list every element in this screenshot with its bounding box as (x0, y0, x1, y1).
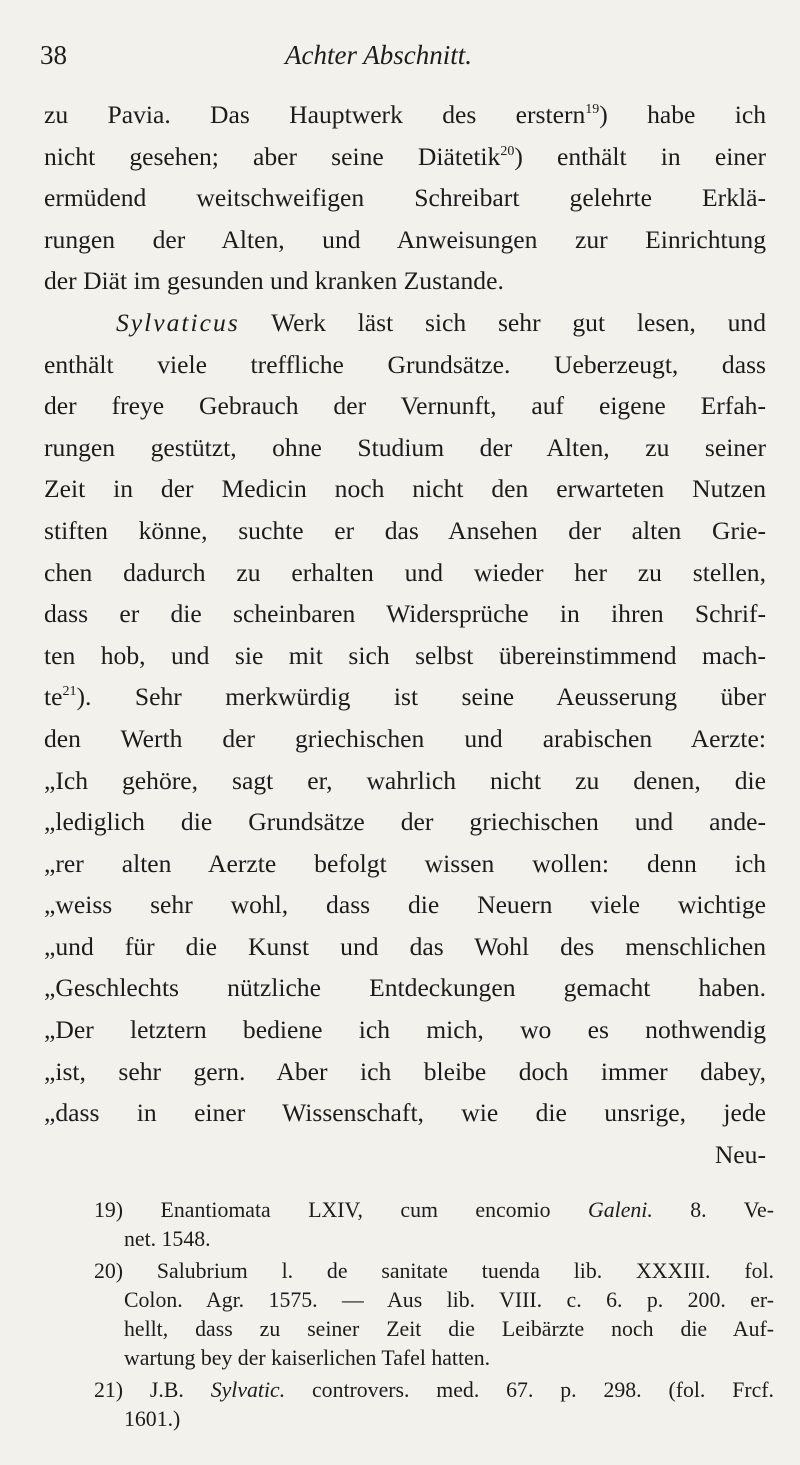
quote-line: „dass in einer Wissenschaft, wie die unsrige, jede (44, 1098, 766, 1128)
footnote-ref-21: 21 (62, 684, 77, 700)
text-line: rungen der Alten, und Anweisungen zur Einrichtung (44, 224, 766, 254)
running-title: Achter Abschnitt. (285, 40, 472, 70)
footnote-ref-19: 19 (585, 102, 600, 117)
footnote-line: Colon. Agr. 1575. — Aus lib. VIII. c. 6. p. 200. er- (124, 1288, 774, 1312)
text-line: chen dadurch zu erhalten und wieder her zu stellen, (44, 557, 766, 587)
page-number: 38 (40, 40, 67, 70)
quote-line: „rer alten Aerzte befolgt wissen wollen: denn ich (44, 848, 766, 878)
text-line: der Diät im gesunden und kranken Zustande. (44, 266, 504, 296)
quote-line: „lediglich die Grundsätze der griechischen und ande- (44, 807, 766, 837)
catchword: Neu- (714, 1139, 766, 1169)
quote-line: „Geschlechts nützliche Entdeckungen gemacht haben. (44, 973, 766, 1003)
text-line: ermüdend weitschweifigen Schreibart gelehrte Erklä- (44, 183, 766, 213)
text-line: den Werth der griechischen und arabischen Aerzte: (44, 723, 766, 753)
footnote-20 (94, 1257, 774, 1373)
footnote-line: 21) J.B. Sylvatic. controvers. med. 67. p. 298. (fol. Frcf. (94, 1378, 774, 1402)
body-text (44, 94, 766, 1175)
quote-line: „Der letztern bediene ich mich, wo es nothwendig (44, 1015, 766, 1045)
text-line: stiften könne, suchte er das Ansehen der alten Grie- (44, 515, 766, 545)
text-line: ten hob, und sie mit sich selbst übereinstimmend mach- (44, 640, 766, 670)
text-line: nicht gesehen; aber seine Diätetik$^{20}$) enthält in einer (44, 141, 766, 171)
author-name: Sylvaticus (116, 307, 240, 337)
text-line: Zeit in der Medicin noch nicht den erwarteten Nutzen (44, 474, 766, 504)
text-line: der freye Gebrauch der Vernunft, auf eigene Erfah- (44, 391, 766, 421)
text-line: rungen gestützt, ohne Studium der Alten, zu seiner (44, 432, 766, 462)
text-line: dass er die scheinbaren Widersprüche in ihren Schrif- (44, 599, 766, 629)
footnote-19 (94, 1196, 774, 1254)
footnote-line: 19) Enantiomata LXIV, cum encomio Galeni. 8. Ve- (94, 1198, 774, 1222)
quote-line: „und für die Kunst und das Wohl des menschlichen (44, 931, 766, 961)
footnote-line: hellt, dass zu seiner Zeit die Leibärzte noch die Auf- (124, 1317, 774, 1341)
footnotes (94, 1196, 774, 1437)
footnote-line: 1601.) (124, 1407, 181, 1431)
quote-line: „weiss sehr wohl, dass die Neuern viele wichtige (44, 890, 766, 920)
footnote-line: 20) Salubrium l. de sanitate tuenda lib. XXXIII. fol. (94, 1259, 774, 1283)
footnote-ref-20: 20 (500, 143, 515, 159)
footnote-line: net. 1548. (124, 1227, 211, 1251)
text-line: $te^{21}$). Sehr merkwürdig ist seine Aeusserung über (44, 682, 766, 712)
paragraph-start-line: Sylvaticus Werk läst sich sehr gut lesen, und (116, 307, 766, 337)
footnote-21 (94, 1376, 774, 1434)
text-line: zu Pavia. Das Hauptwerk des erstern$^{19}$) habe ich (44, 100, 766, 129)
footnote-line: wartung bey der kaiserlichen Tafel hatten. (124, 1346, 491, 1370)
page-header (40, 36, 760, 82)
quote-line: „Ich gehöre, sagt er, wahrlich nicht zu denen, die (44, 765, 766, 795)
text-line: enthält viele treffliche Grundsätze. Ueberzeugt, dass (44, 349, 766, 379)
quote-line: „ist, sehr gern. Aber ich bleibe doch immer dabey, (44, 1056, 766, 1086)
